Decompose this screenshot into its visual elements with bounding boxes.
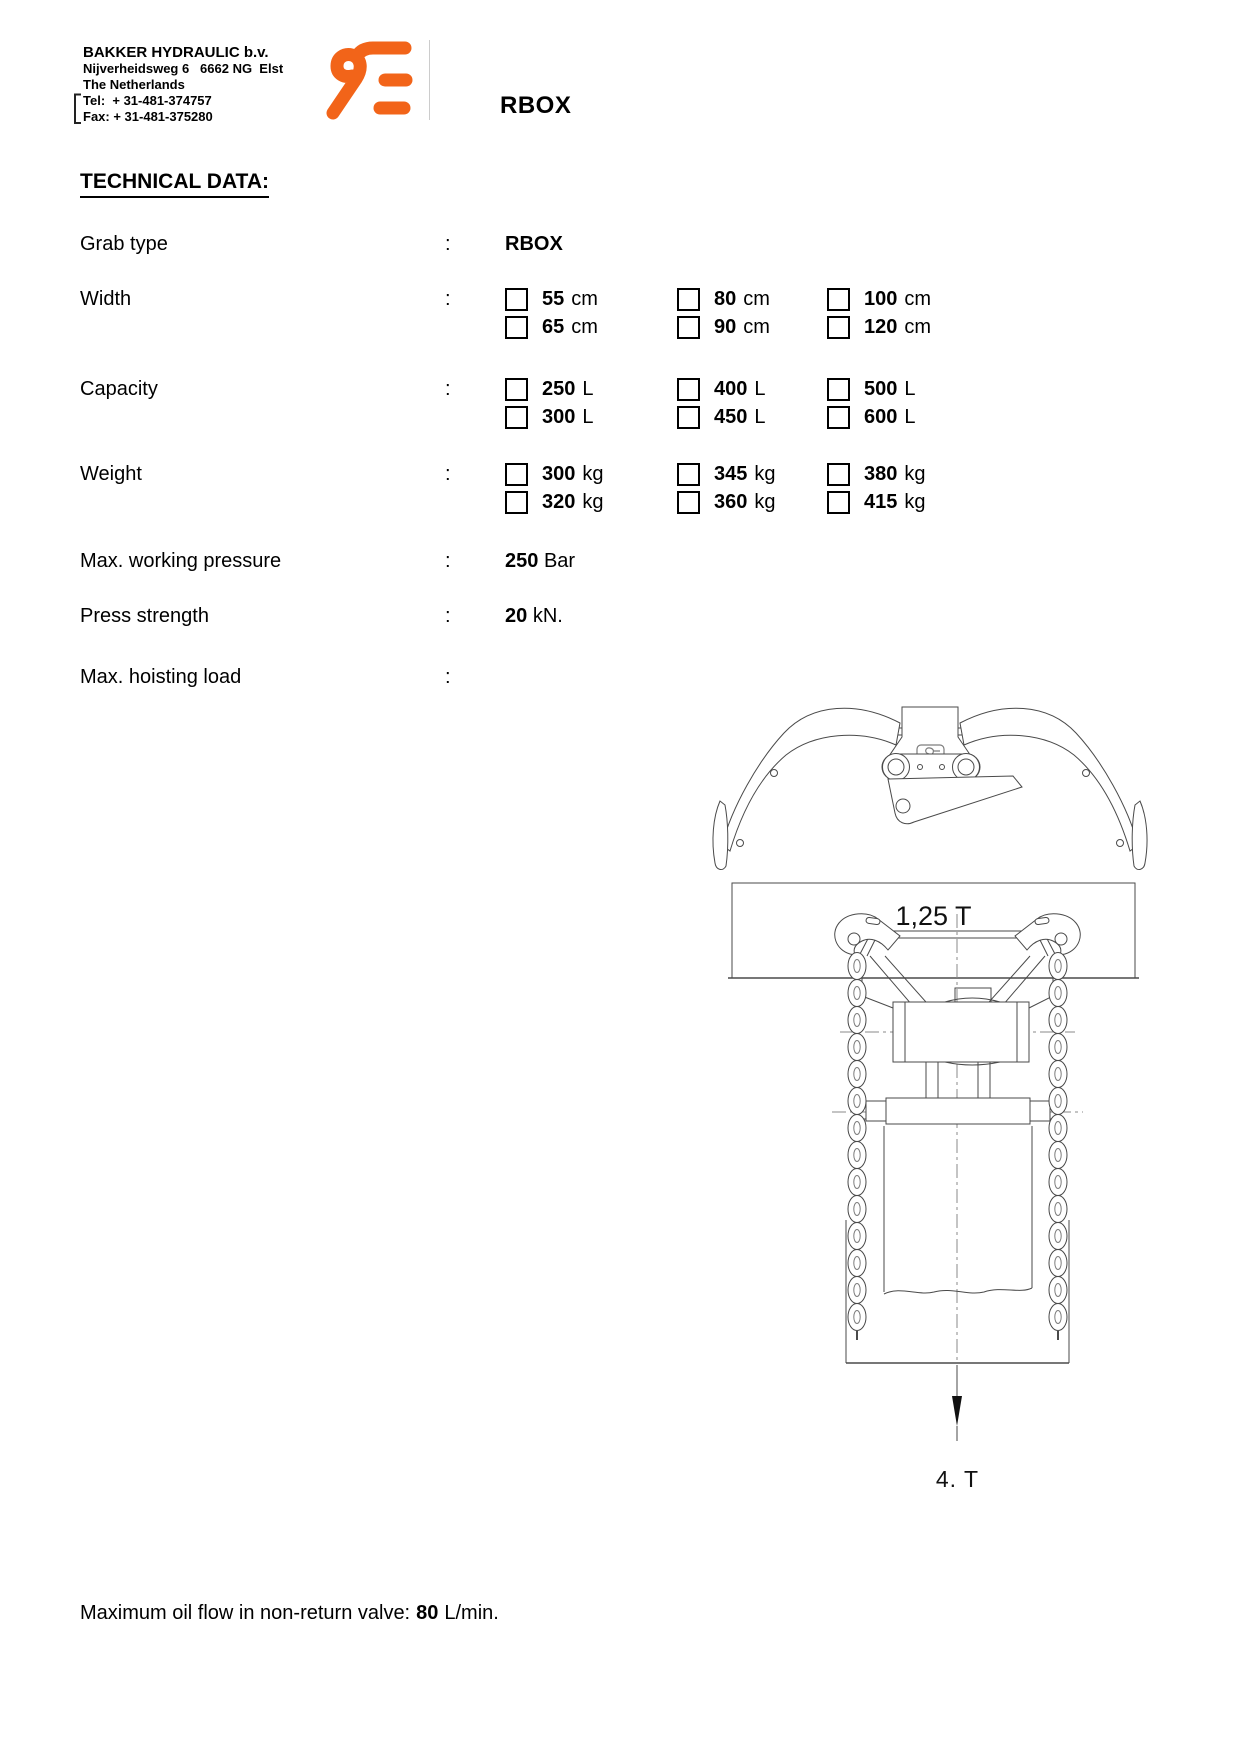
weight-label: Weight — [80, 463, 142, 485]
option-value: 300 — [542, 405, 576, 428]
colon: : — [445, 233, 451, 255]
header-divider — [429, 40, 430, 120]
option-value: 55 — [542, 287, 565, 310]
option-value: 500 — [864, 377, 898, 400]
checkbox-width-90[interactable] — [677, 316, 700, 339]
checkbox-width-80[interactable] — [677, 288, 700, 311]
option-unit: cm — [904, 315, 932, 338]
capacity-label: Capacity — [80, 378, 158, 400]
colon: : — [445, 463, 451, 485]
checkbox-weight-345[interactable] — [677, 463, 700, 486]
company-name: BAKKER HYDRAULIC b.v. — [83, 44, 269, 61]
width-label: Width — [80, 288, 132, 310]
capacity-column-2 — [677, 375, 766, 431]
checkbox-capacity-500[interactable] — [827, 378, 850, 401]
company-block — [83, 45, 283, 125]
oil-flow-unit: L/min. — [444, 1602, 499, 1624]
grab-front-view-drawing — [830, 910, 1085, 1445]
option-unit: kg — [904, 462, 926, 485]
colon: : — [445, 288, 451, 310]
option-value: 400 — [714, 377, 748, 400]
spec-row-press-strength — [0, 605, 1240, 665]
colon: : — [445, 605, 451, 627]
option-unit: L — [754, 405, 766, 428]
option-unit: kg — [582, 490, 604, 513]
section-heading: TECHNICAL DATA: — [80, 170, 269, 198]
checkbox-weight-380[interactable] — [827, 463, 850, 486]
checkbox-capacity-400[interactable] — [677, 378, 700, 401]
oil-flow-value: 80 — [416, 1602, 439, 1624]
option-unit: kg — [904, 490, 926, 513]
option-value: 65 — [542, 315, 565, 338]
option-unit: cm — [904, 287, 932, 310]
colon: : — [445, 666, 451, 688]
checkbox-capacity-300[interactable] — [505, 406, 528, 429]
option-value: 90 — [714, 315, 737, 338]
option-unit: L — [904, 377, 916, 400]
capacity-column-3 — [827, 375, 916, 431]
option-value: 300 — [542, 462, 576, 485]
grab-type-value: RBOX — [505, 233, 563, 255]
option-value: 360 — [714, 490, 748, 513]
option-unit: cm — [743, 287, 770, 310]
spec-row-width — [0, 285, 1240, 345]
company-fax: Fax: + 31-481-375280 — [83, 109, 213, 124]
weight-column-1 — [505, 460, 604, 516]
press-strength-value: 20 — [505, 605, 528, 627]
colon: : — [445, 378, 451, 400]
text-cursor-artifact — [73, 93, 83, 125]
width-column-2 — [677, 285, 770, 341]
oil-flow-text: Maximum oil flow in non-return valve: — [80, 1602, 411, 1624]
bakker-logo-icon — [325, 36, 415, 121]
oil-flow-note — [80, 1602, 499, 1625]
option-value: 250 — [542, 377, 576, 400]
checkbox-width-100[interactable] — [827, 288, 850, 311]
width-column-1 — [505, 285, 598, 341]
checkbox-weight-360[interactable] — [677, 491, 700, 514]
grab-type-label: Grab type — [80, 233, 168, 255]
checkbox-capacity-450[interactable] — [677, 406, 700, 429]
company-address: Nijverheidsweg 6 6662 NG Elst — [83, 61, 284, 76]
option-unit: L — [582, 405, 594, 428]
press-strength-unit: kN. — [532, 605, 563, 627]
max-working-pressure-value: 250 — [505, 550, 539, 572]
option-value: 345 — [714, 462, 748, 485]
option-unit: L — [582, 377, 594, 400]
option-value: 100 — [864, 287, 898, 310]
checkbox-weight-415[interactable] — [827, 491, 850, 514]
option-value: 380 — [864, 462, 898, 485]
company-tel: Tel: + 31-481-374757 — [83, 93, 212, 108]
checkbox-weight-300[interactable] — [505, 463, 528, 486]
front-view-load-label: 4. T — [935, 1466, 980, 1492]
checkbox-weight-320[interactable] — [505, 491, 528, 514]
option-unit: kg — [754, 462, 776, 485]
company-country: The Netherlands — [83, 77, 185, 92]
spec-row-grab-type — [0, 233, 1240, 293]
option-value: 80 — [714, 287, 737, 310]
option-unit: cm — [571, 287, 598, 310]
option-unit: cm — [571, 315, 598, 338]
load-direction-arrow — [952, 1365, 962, 1441]
max-hoisting-load-label: Max. hoisting load — [80, 666, 242, 688]
option-value: 120 — [864, 315, 898, 338]
checkbox-width-55[interactable] — [505, 288, 528, 311]
option-unit: cm — [743, 315, 770, 338]
colon: : — [445, 550, 451, 572]
option-unit: kg — [754, 490, 776, 513]
spec-row-weight — [0, 460, 1240, 520]
max-working-pressure-label: Max. working pressure — [80, 550, 282, 572]
checkbox-capacity-250[interactable] — [505, 378, 528, 401]
spec-row-max-working-pressure — [0, 550, 1240, 610]
product-title: RBOX — [500, 92, 572, 119]
width-column-3 — [827, 285, 931, 341]
weight-column-3 — [827, 460, 926, 516]
option-unit: L — [754, 377, 766, 400]
capacity-column-1 — [505, 375, 594, 431]
option-unit: L — [904, 405, 916, 428]
weight-column-2 — [677, 460, 776, 516]
side-view-capacity-label: 1,25 T — [895, 901, 972, 931]
spec-row-capacity — [0, 375, 1240, 435]
option-value: 415 — [864, 490, 898, 513]
option-value: 320 — [542, 490, 576, 513]
checkbox-width-65[interactable] — [505, 316, 528, 339]
checkbox-capacity-600[interactable] — [827, 406, 850, 429]
press-strength-label: Press strength — [80, 605, 209, 627]
option-unit: kg — [582, 462, 604, 485]
checkbox-width-120[interactable] — [827, 316, 850, 339]
max-working-pressure-unit: Bar — [543, 550, 576, 572]
option-value: 600 — [864, 405, 898, 428]
option-value: 450 — [714, 405, 748, 428]
